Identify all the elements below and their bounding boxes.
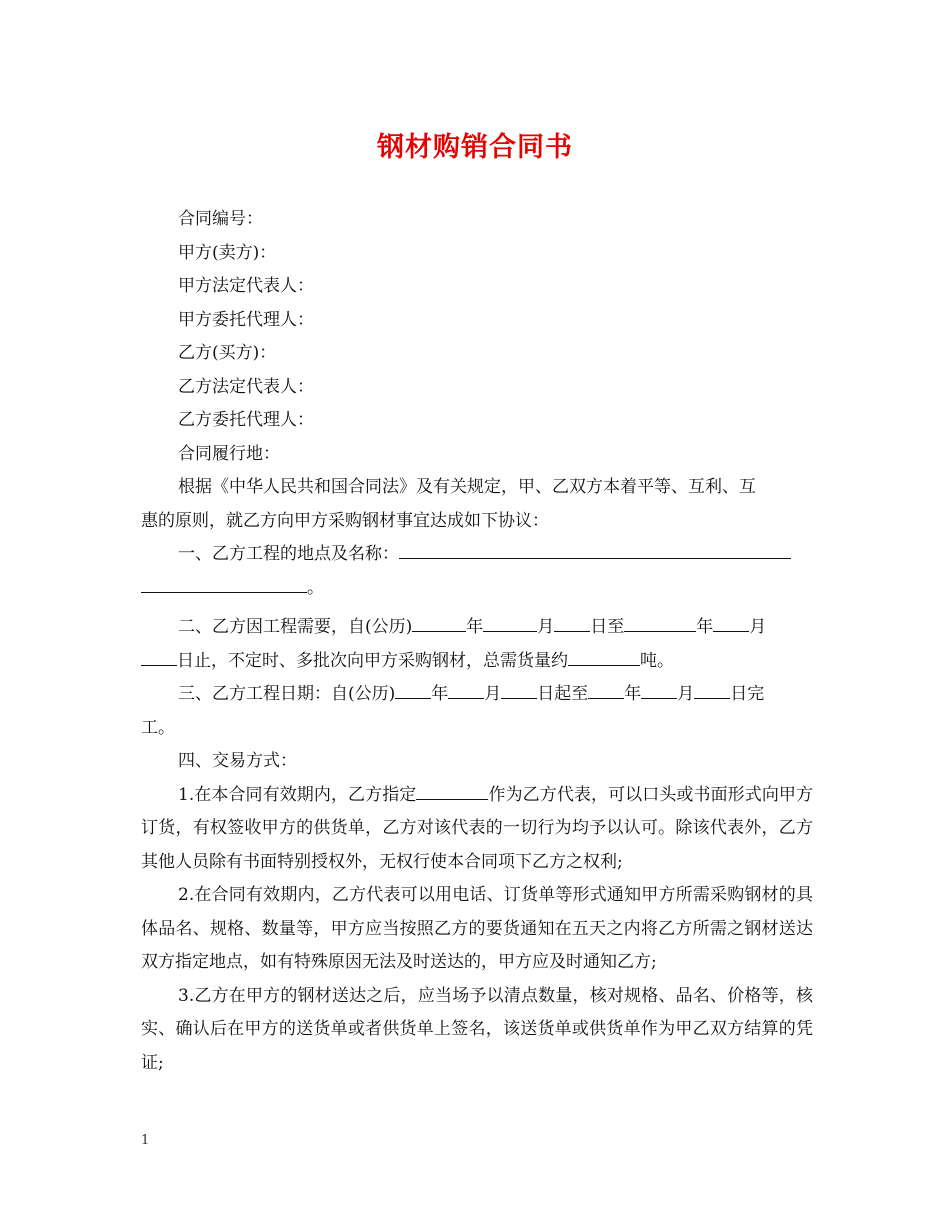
clause-3 [141,678,813,712]
clause-3-day-end: 日完 [730,684,765,704]
clause-4-item-2: 2.在合同有效期内，乙方代表可以用电话、订货单等形式通知甲方所需采购钢材的具体品名、规格、数量等，甲方应当按照乙方的要货通知在五天之内将乙方所需之钢材送达双方指定地点，如有特殊原因无法及时送达的，甲方应及时通知乙方; [141,885,813,972]
clause-1-end: 。 [307,577,324,598]
clause-2-text: 二、乙方因工程需要，自(公历) [178,617,413,637]
clause-3-year: 年 [431,684,449,704]
item-1-prefix: 1.在本合同有效期内，乙方指定 [178,784,417,805]
clause-2-month-2: 月 [749,617,767,637]
clause-4-heading: 四、交易方式： [178,751,297,771]
clause-1 [141,538,813,572]
document-title: 钢材购销合同书 [377,132,573,163]
clause-1-blank [399,540,791,559]
clause-1-continued [141,572,813,606]
field-party-a-agent: 甲方委托代理人： [178,309,314,330]
field-performance-place: 合同履行地： [178,443,280,464]
clause-2-day-to: 日至 [590,617,625,637]
blank [395,680,431,699]
page-number: 1 [141,1133,150,1148]
clause-2 [141,611,813,645]
field-party-a-legal-rep: 甲方法定代表人： [178,276,314,296]
blank [694,680,730,699]
clause-3-month: 月 [484,684,502,704]
clause-3-text: 三、乙方工程日期：自(公历) [178,684,396,704]
intro-line-1: 根据《中华人民共和国合同法》及有关规定，甲、乙双方本着平等、互利、互 [178,477,756,497]
item-1-text: 作为乙方代表，可以口头或书面形式向甲方订货，有权签收甲方的供货单，乙方对该代表的一切行为均予以认可。除该代表外，乙方其他人员除有书面特别授权外，无权行使本合同项下乙方之权利; [141,784,813,872]
blank [568,647,640,666]
blank [416,781,488,800]
clause-2-year-2: 年 [696,617,714,637]
clause-2-end: 日止，不定时、多批次向甲方采购钢材，总需货量约 [177,650,568,671]
field-party-b: 乙方(买方)： [178,343,277,363]
blank [588,680,624,699]
clause-2-continued [141,645,813,679]
blank [448,680,484,699]
clause-3-day-from: 日起至 [537,684,589,704]
blank [141,647,177,666]
blank [501,680,537,699]
clause-3-continued: 工。 [141,717,175,738]
blank [483,613,537,632]
blank [641,680,677,699]
document-body [141,203,813,1080]
blank [554,613,590,632]
clause-4-item-3: 3.乙方在甲方的钢材送达之后，应当场予以清点数量，核对规格、品名、价格等，核实、确认后在甲方的送货单或者供货单上签名，该送货单或供货单作为甲乙双方结算的凭证; [141,985,813,1073]
blank [624,613,696,632]
blank [713,613,749,632]
intro-line-2: 惠的原则，就乙方向甲方采购钢材事宜达成如下协议： [141,510,549,531]
clause-3-month-2: 月 [677,684,695,704]
field-party-b-agent: 乙方委托代理人： [178,410,314,430]
clause-2-month: 月 [537,617,555,637]
clause-4-item-1 [141,779,813,880]
clause-3-year-2: 年 [624,684,642,704]
clause-1-blank-2 [141,574,307,593]
field-contract-number: 合同编号： [178,209,263,229]
clause-2-unit: 吨。 [640,650,674,671]
field-party-b-legal-rep: 乙方法定代表人： [178,376,314,397]
clause-1-text: 一、乙方工程的地点及名称： [178,544,399,564]
blank [412,613,466,632]
clause-2-year: 年 [466,617,484,637]
field-party-a: 甲方(卖方)： [178,242,277,263]
